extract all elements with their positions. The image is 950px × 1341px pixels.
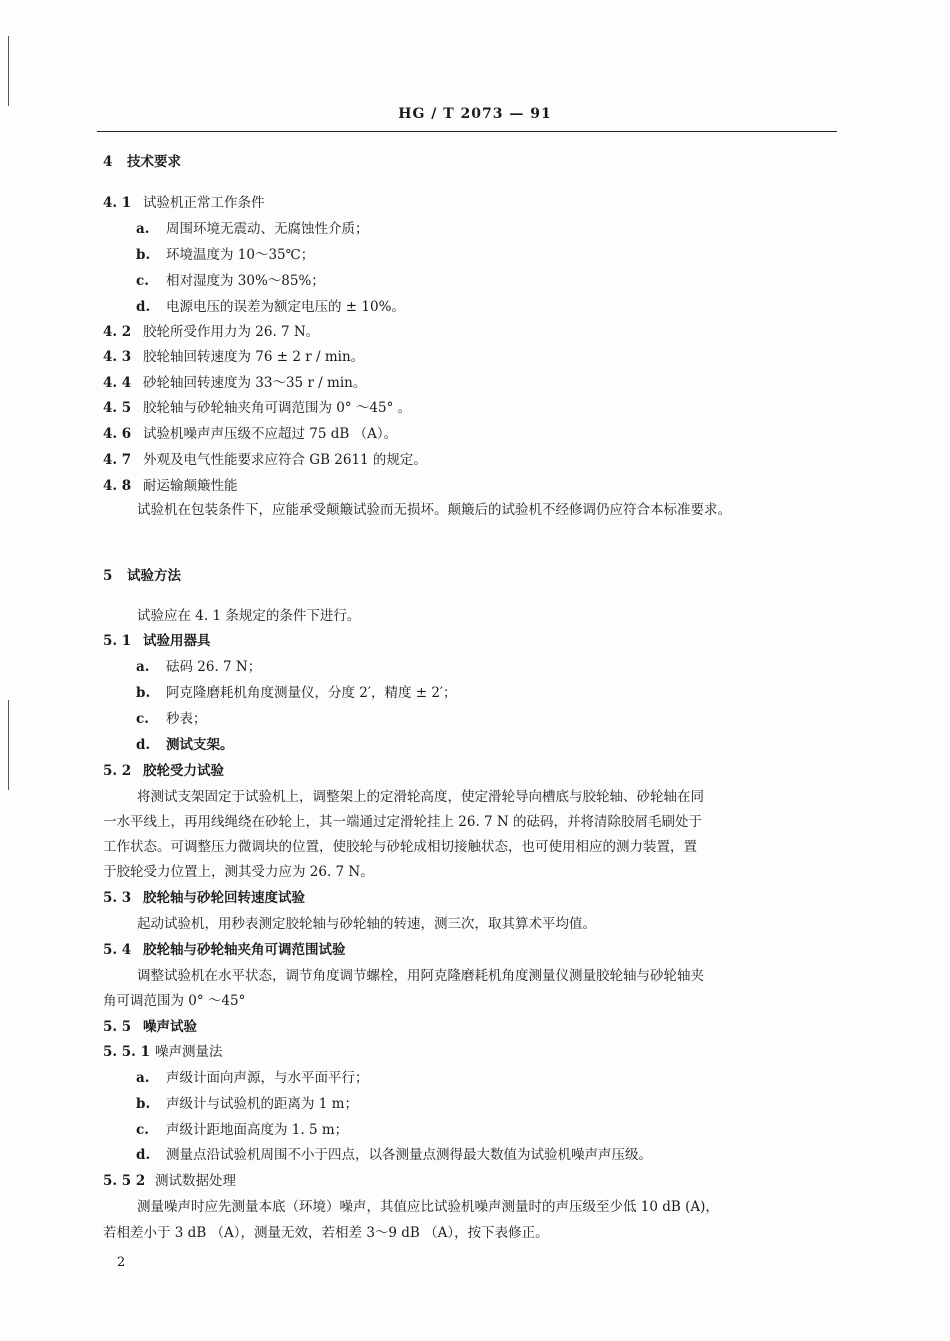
paragraph-line: 将测试支架固定于试验机上，调整架上的定滑轮高度，使定滑轮导向槽底与胶轮轴、砂轮轴在同 [137, 789, 704, 805]
section-5-intro: 试验应在 4. 1 条规定的条件下进行。 [137, 608, 361, 624]
section-4-2: 4. 2 胶轮所受作用力为 26. 7 N。 [103, 324, 320, 340]
list-item: a. 声级计面向声源，与水平面平行； [136, 1070, 369, 1086]
page-number: 2 [117, 1255, 126, 1270]
list-item: d. 测试支架。 [136, 737, 234, 753]
section-4-8: 4. 8 耐运输颠簸性能 [103, 478, 238, 494]
list-item: b. 阿克隆磨耗机角度测量仪，分度 2′，精度 ± 2′； [136, 685, 457, 701]
standard-code-header: HG / T 2073 — 91 [398, 106, 552, 122]
section-5-5-2: 5. 5 2 测试数据处理 [103, 1173, 236, 1189]
section-5-3: 5. 3 胶轮轴与砂轮回转速度试验 [103, 890, 305, 906]
margin-mark [8, 36, 9, 106]
section-4-heading: 4 技术要求 [103, 154, 181, 170]
section-4-5: 4. 5 胶轮轴与砂轮轴夹角可调范围为 0° ～45° 。 [103, 400, 412, 416]
list-item: d. 测量点沿试验机周围不小于四点，以各测量点测得最大数值为试验机噪声声压级。 [136, 1147, 652, 1163]
section-5-heading: 5 试验方法 [103, 568, 181, 584]
list-item: d. 电源电压的误差为额定电压的 ± 10%。 [136, 299, 405, 315]
section-4-3: 4. 3 胶轮轴回转速度为 76 ± 2 r / min。 [103, 349, 365, 365]
section-5-5-1: 5. 5. 1 噪声测量法 [103, 1044, 223, 1060]
section-5-4: 5. 4 胶轮轴与砂轮轴夹角可调范围试验 [103, 942, 346, 958]
section-4-4: 4. 4 砂轮轴回转速度为 33～35 r / min。 [103, 375, 367, 391]
section-5-5: 5. 5 噪声试验 [103, 1019, 197, 1035]
section-4-1: 4. 1 试验机正常工作条件 [103, 195, 265, 211]
header-rule [97, 131, 837, 132]
paragraph-line: 若相差小于 3 dB （A），测量无效，若相差 3～9 dB （A），按下表修正。 [103, 1225, 549, 1241]
section-5-1: 5. 1 试验用器具 [103, 633, 211, 649]
paragraph-line: 角可调范围为 0° ～45° [103, 993, 246, 1009]
section-4-8-paragraph: 试验机在包装条件下，应能承受颠簸试验而无损坏。颠簸后的试验机不经修调仍应符合本标准要求。 [137, 502, 731, 518]
paragraph-line: 于胶轮受力位置上，测其受力应为 26. 7 N。 [103, 864, 374, 880]
margin-mark [8, 700, 9, 790]
paragraph-line: 起动试验机，用秒表测定胶轮轴与砂轮轴的转速，测三次，取其算术平均值。 [137, 916, 596, 932]
section-5-2: 5. 2 胶轮受力试验 [103, 763, 224, 779]
list-item: c. 相对湿度为 30%～85%； [136, 273, 325, 289]
paragraph-line: 一水平线上，再用线绳绕在砂轮上，其一端通过定滑轮挂上 26. 7 N 的砝码，并将清除胶屑毛刷处于 [103, 814, 703, 830]
list-item: a. 周围环境无震动、无腐蚀性介质； [136, 221, 369, 237]
list-item: a. 砝码 26. 7 N； [136, 659, 262, 675]
section-4-6: 4. 6 试验机噪声声压级不应超过 75 dB （A）。 [103, 426, 398, 442]
paragraph-line: 工作状态。可调整压力微调块的位置，使胶轮与砂轮成相切接触状态，也可使用相应的测力装置，置 [103, 839, 697, 855]
list-item: b. 环境温度为 10～35℃； [136, 247, 315, 263]
section-4-7: 4. 7 外观及电气性能要求应符合 GB 2611 的规定。 [103, 452, 427, 468]
list-item: b. 声级计与试验机的距离为 1 m； [136, 1096, 358, 1112]
list-item: c. 秒表； [136, 711, 207, 727]
paragraph-line: 测量噪声时应先测量本底（环境）噪声，其值应比试验机噪声测量时的声压级至少低 10 dB (A)， [137, 1199, 719, 1215]
paragraph-line: 调整试验机在水平状态，调节角度调节螺栓，用阿克隆磨耗机角度测量仪测量胶轮轴与砂轮轴夹 [137, 968, 704, 984]
list-item: c. 声级计距地面高度为 1. 5 m； [136, 1122, 349, 1138]
